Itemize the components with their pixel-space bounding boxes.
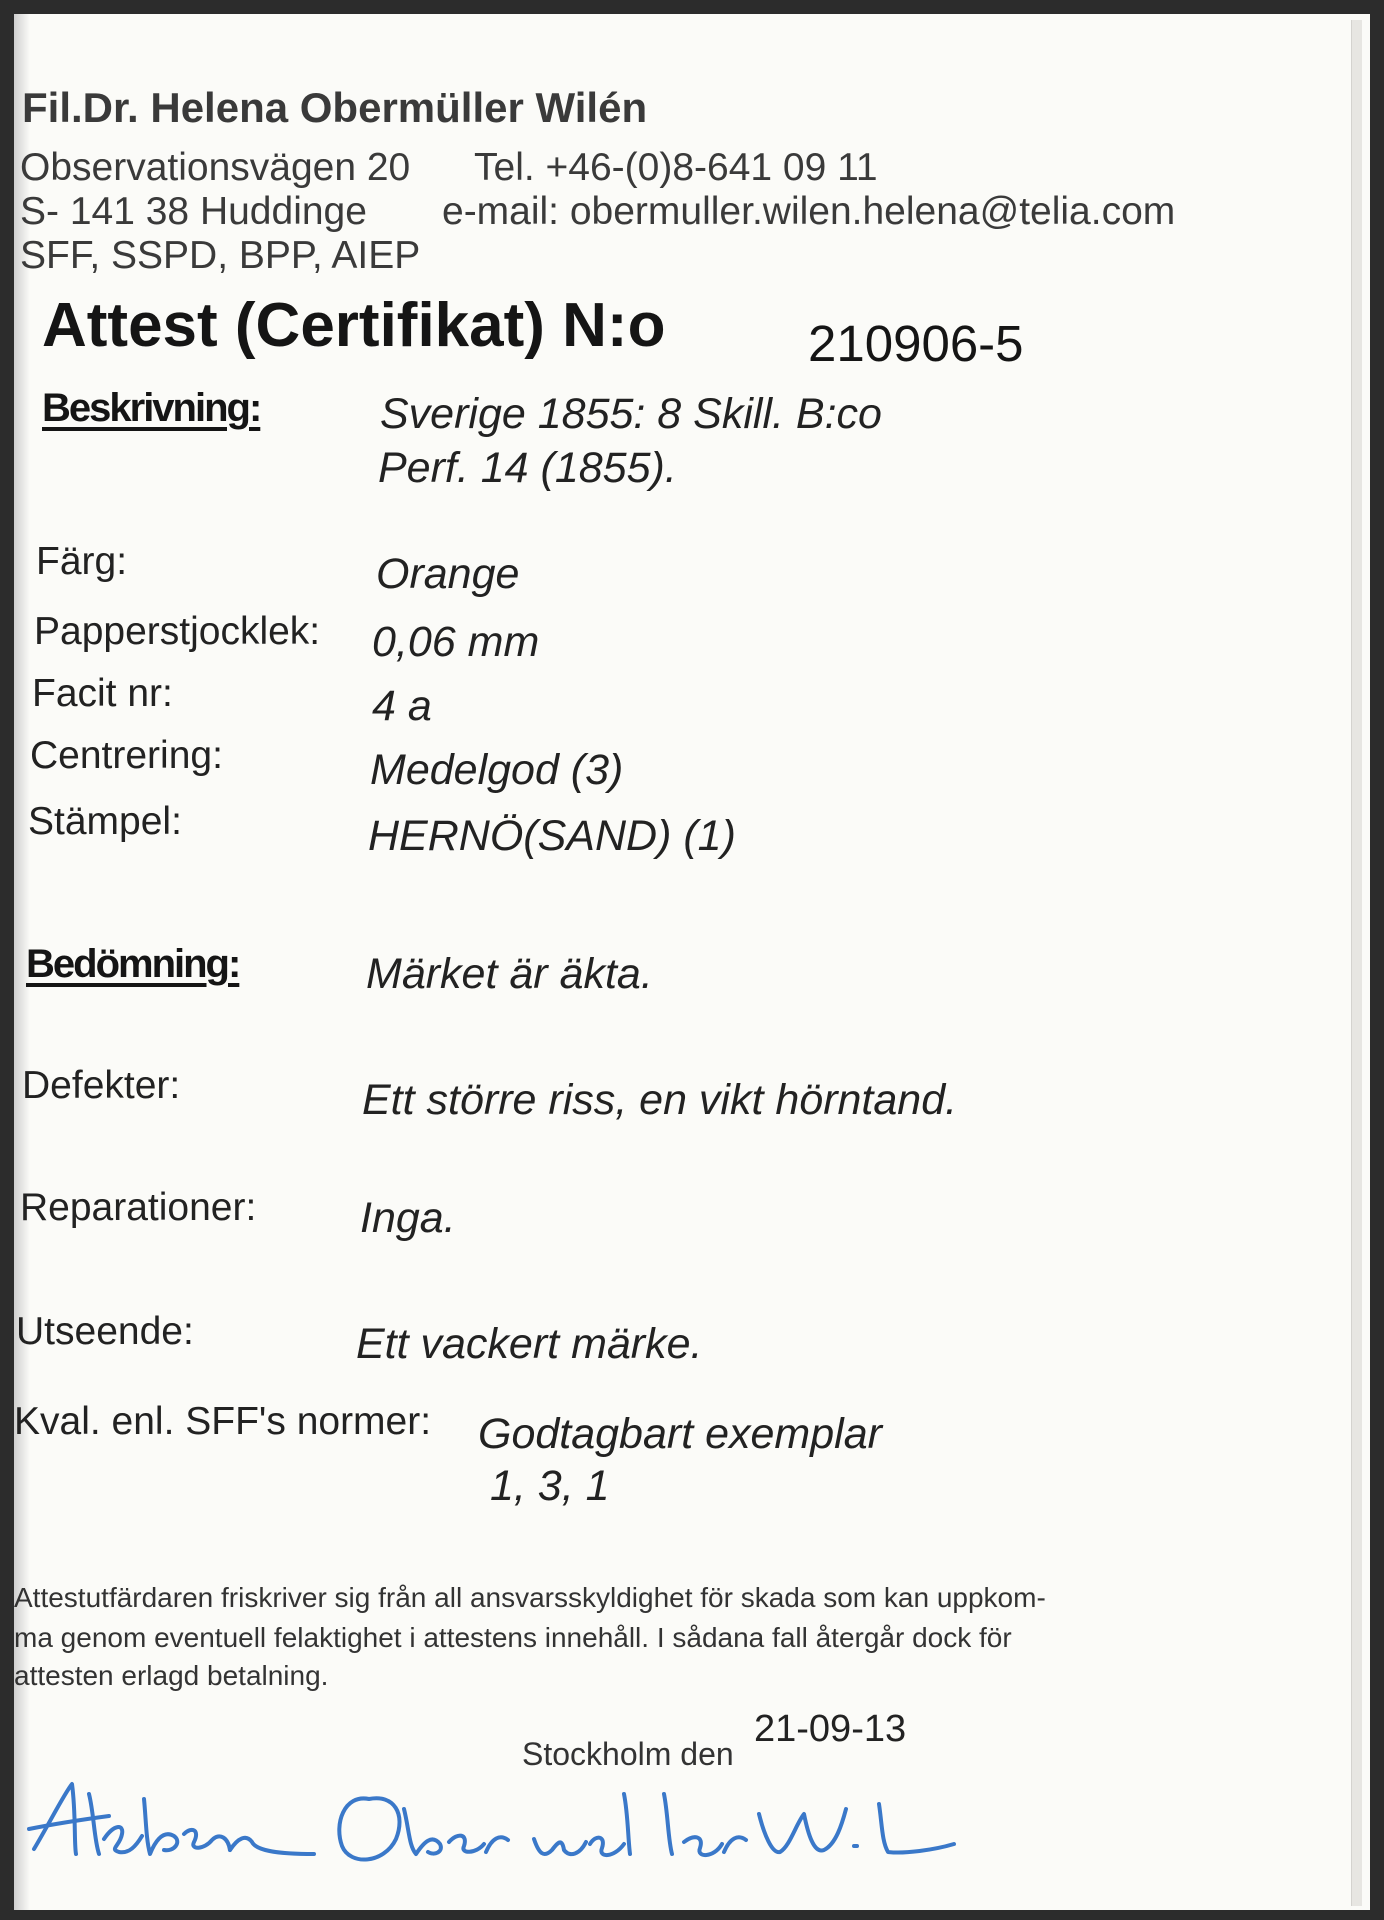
repairs-label: Reparationer: [20,1186,257,1229]
issuer-memberships: SFF, SSPD, BPP, AIEP [20,234,421,277]
field-value-paper: 0,06 mm [372,618,540,666]
field-label-postmark: Stämpel: [28,800,182,843]
issuer-email: e-mail: obermuller.wilen.helena@telia.com [442,190,1176,233]
issue-date: 21-09-13 [754,1708,907,1750]
disclaimer-line1: Attestutfärdaren friskriver sig från all ansvarsskyldighet för skada som kan uppkom- [14,1582,1046,1613]
defects-value: Ett större riss, en vikt hörntand. [362,1076,958,1124]
description-label: Beskrivning: [42,386,261,430]
issuer-name: Fil.Dr. Helena Obermüller Wilén [22,84,648,131]
description-line2: Perf. 14 (1855). [378,444,677,492]
issue-place: Stockholm den [522,1736,734,1772]
quality-grades: 1, 3, 1 [490,1462,610,1510]
assessment-value: Märket är äkta. [366,950,653,998]
field-label-paper: Papperstjocklek: [34,610,321,653]
field-value-postmark: HERNÖ(SAND) (1) [368,812,736,860]
disclaimer-line2: ma genom eventuell felaktighet i attestens innehåll. I sådana fall återgår dock för [14,1622,1012,1653]
appearance-label: Utseende: [16,1310,194,1353]
appearance-value: Ett vackert märke. [356,1320,703,1368]
issuer-phone: Tel. +46-(0)8-641 09 11 [474,146,878,189]
field-value-facit: 4 a [372,682,432,730]
quality-label: Kval. enl. SFF's normer: [14,1400,432,1443]
issuer-postal: S- 141 38 Huddinge [20,190,367,233]
certificate-title: Attest (Certifikat) N:o [42,291,666,360]
quality-value: Godtagbart exemplar [478,1410,882,1458]
certificate-number: 210906-5 [808,315,1024,372]
repairs-value: Inga. [360,1194,456,1242]
field-label-color: Färg: [36,540,128,583]
field-value-color: Orange [376,550,520,598]
certificate-sheet [14,14,1370,1910]
assessment-label: Bedömning: [26,942,240,986]
disclaimer-line3: attesten erlagd betalning. [14,1660,329,1691]
defects-label: Defekter: [22,1064,181,1107]
issuer-address: Observationsvägen 20 [20,146,411,189]
signature-image [24,1754,964,1884]
description-line1: Sverige 1855: 8 Skill. B:co [380,390,882,438]
field-value-centering: Medelgod (3) [370,746,624,794]
field-label-centering: Centrering: [30,734,223,777]
field-label-facit: Facit nr: [32,672,173,715]
